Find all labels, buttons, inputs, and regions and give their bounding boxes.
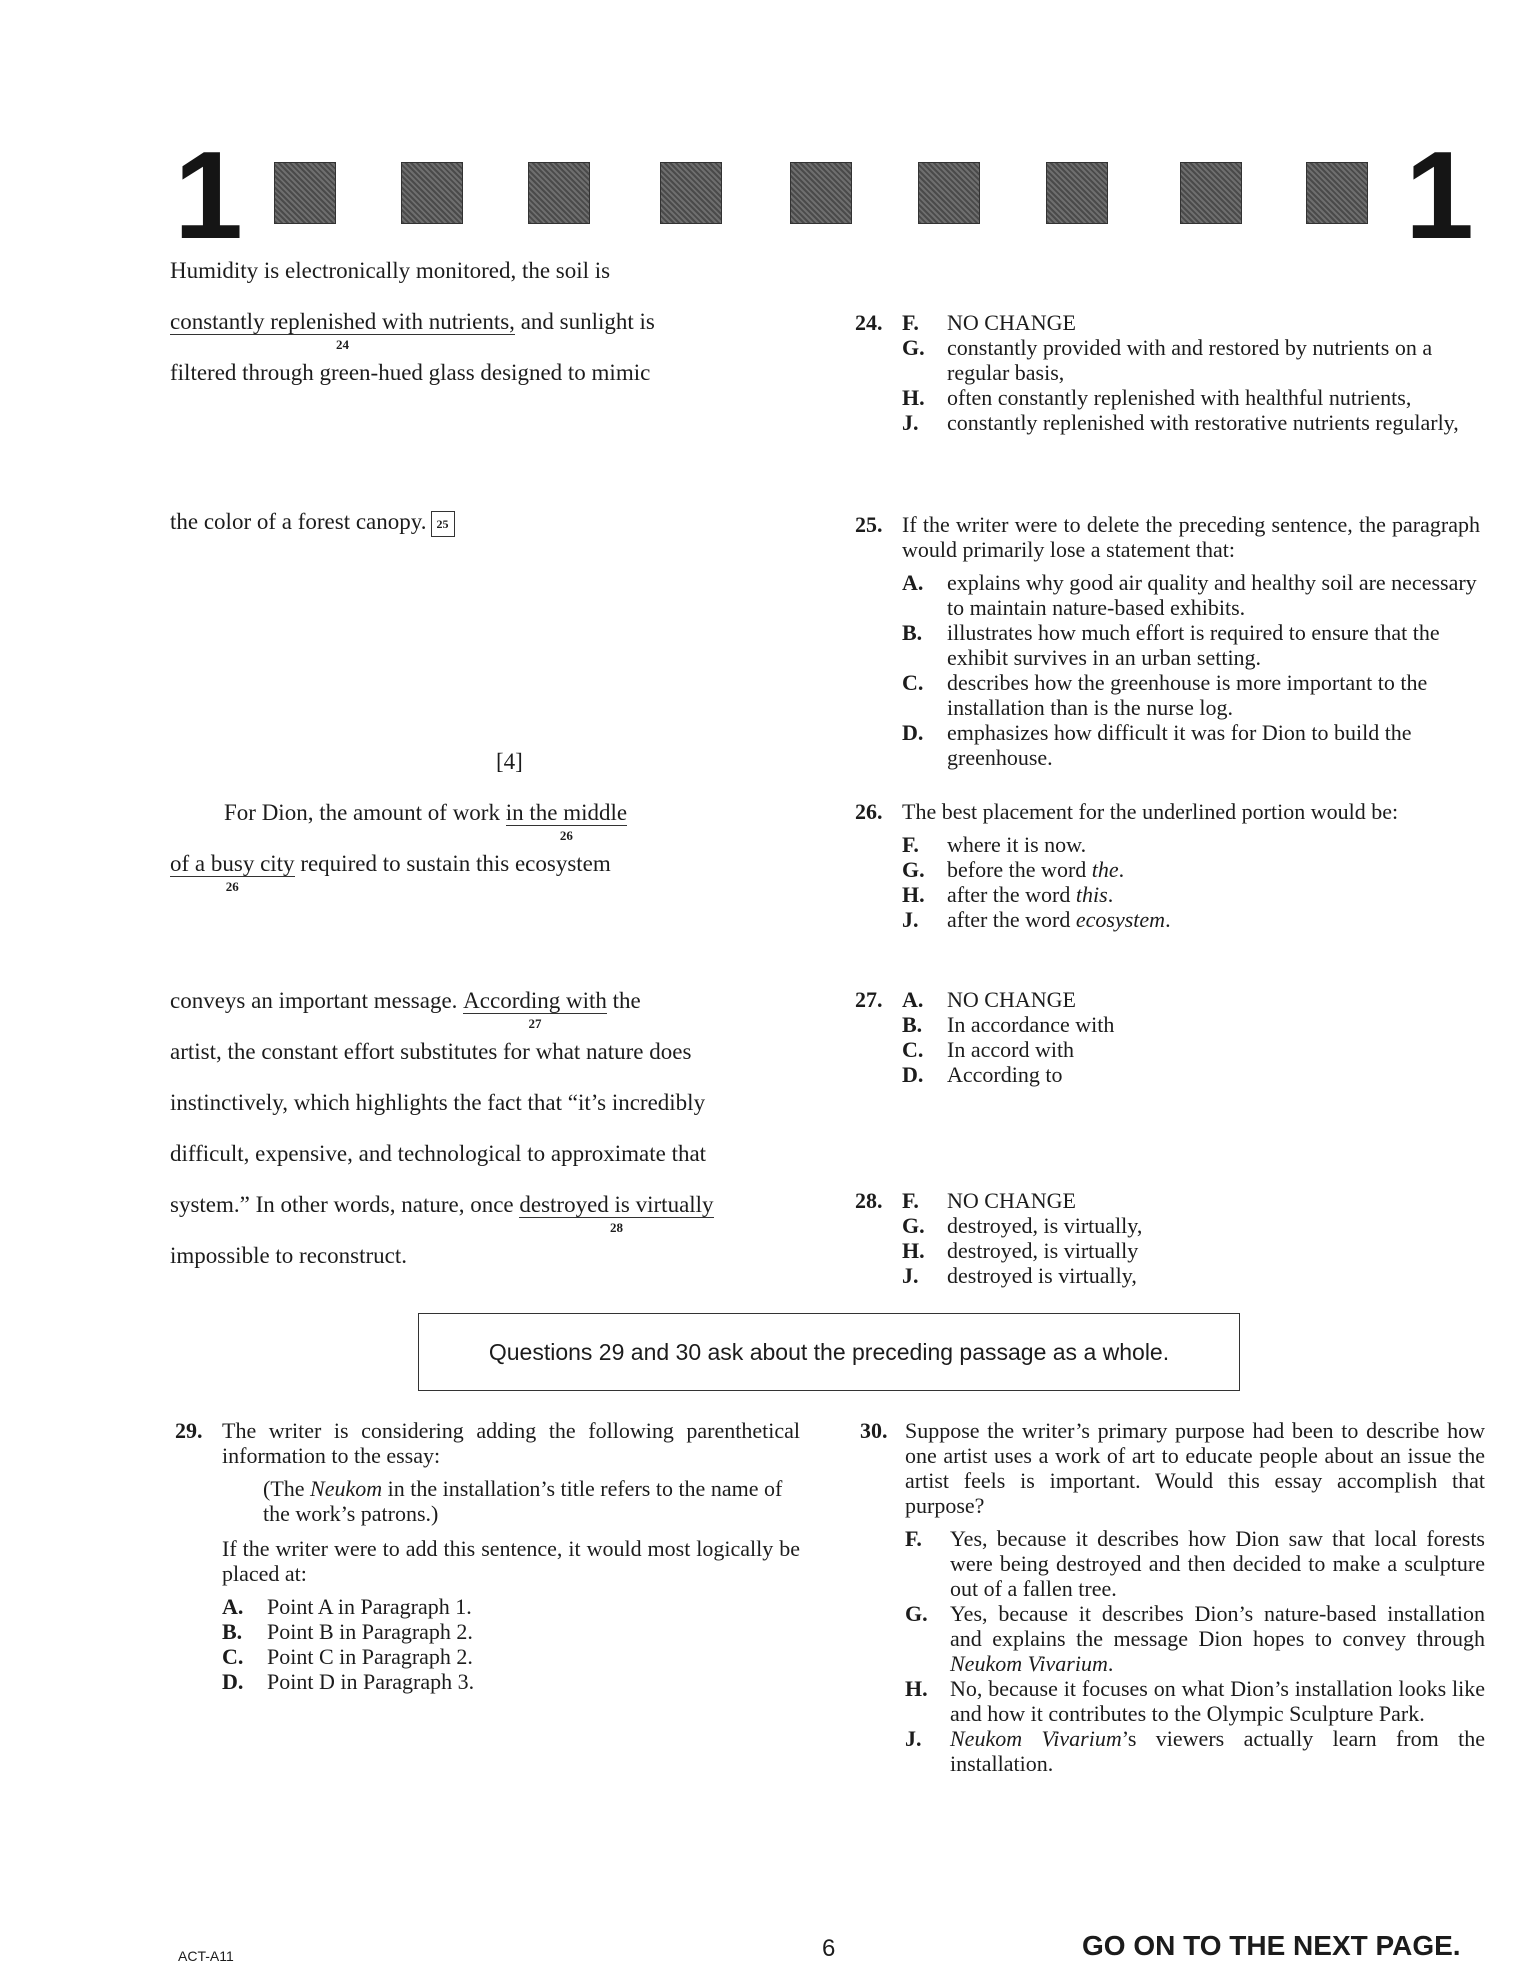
answer-option[interactable]: F. NO CHANGE [902,1188,1076,1213]
question-25 [855,512,1480,770]
underlined-portion-27[interactable]: According with 27 [463,988,607,1031]
question-marker: 27 [528,1016,542,1031]
test-code: ACT-A11 [178,1948,234,1964]
header-square [918,162,980,224]
section-number-right: 1 [1405,127,1474,265]
question-stem: Suppose the writer’s primary purpose had been to describe how one artist uses a work of art to educate people about an issue the artist feels is important. Would this essay accomplish that purpose? [905,1418,1485,1518]
answer-option[interactable]: B. In accordance with [902,1012,1115,1037]
answer-option[interactable]: A. explains why good air quality and healthy soil are necessary to maintain nature-based exhibits. [902,570,1477,620]
question-number: 27. [855,987,883,1012]
answer-option[interactable]: H. after the word this. [902,882,1114,907]
question-number: 26. [855,799,883,824]
page-number: 6 [822,1935,836,1962]
answer-option[interactable]: C. In accord with [902,1037,1075,1062]
header-square [660,162,722,224]
passage-line: artist, the constant effort substitutes for what nature does [170,1039,692,1064]
passage-line: For Dion, the amount of work in the middle 26 [224,800,628,843]
passage-line: of a busy city 26 required to sustain this ecosystem [170,851,611,894]
answer-option[interactable]: C. describes how the greenhouse is more important to the installation than is the nurse log. [902,670,1428,720]
header-square [1306,162,1368,224]
question-stem: If the writer were to add this sentence, it would most logically be placed at: [222,1536,800,1586]
answer-option[interactable]: A. Point A in Paragraph 1. [222,1594,472,1619]
question-27 [855,987,1480,1087]
answer-option[interactable]: F. NO CHANGE [902,310,1076,335]
answer-option[interactable]: H. often constantly replenished with healthful nutrients, [902,385,1412,410]
answer-option[interactable]: D. According to [902,1062,1063,1087]
header-square [790,162,852,224]
underlined-portion-28[interactable]: destroyed is virtually 28 [519,1192,714,1235]
passage-line: conveys an important message. According with 27 the [170,988,641,1031]
answer-option[interactable]: D. Point D in Paragraph 3. [222,1669,475,1694]
passage-line: filtered through green-hued glass designed to mimic [170,360,651,385]
underlined-portion-26[interactable]: of a busy city 26 [170,851,295,894]
header-square [1180,162,1242,224]
answer-option[interactable]: B. illustrates how much effort is required to ensure that the exhibit survives in an urban setting. [902,620,1440,670]
quoted-sentence: (The Neukom in the installation’s title refers to the name of the work’s patrons.) [263,1476,783,1526]
header-square [528,162,590,224]
passage-whole-notice: Questions 29 and 30 ask about the preceding passage as a whole. [418,1313,1240,1391]
answer-option[interactable]: C. Point C in Paragraph 2. [222,1644,473,1669]
passage-line: the color of a forest canopy. 25 [170,508,455,537]
answer-option[interactable]: G. destroyed, is virtually, [902,1213,1143,1238]
answer-option[interactable]: G. before the word the. [902,857,1125,882]
passage-line: Humidity is electronically monitored, the soil is [170,258,611,283]
question-number: 28. [855,1188,883,1213]
underlined-portion-24[interactable]: constantly replenished with nutrients, 24 [170,309,515,352]
passage-line: system.” In other words, nature, once destroyed is virtually 28 [170,1192,714,1235]
passage-line: difficult, expensive, and technological to approximate that [170,1141,707,1166]
passage-line: constantly replenished with nutrients, 24 and sunlight is [170,309,655,352]
paragraph-label: [4] [496,749,523,774]
question-29 [175,1418,800,1694]
question-number: 29. [175,1418,203,1443]
question-number: 25. [855,512,883,537]
question-marker: 26 [559,828,573,843]
question-stem: The best placement for the underlined portion would be: [902,799,1399,824]
header-square [1046,162,1108,224]
answer-option[interactable]: G. constantly provided with and restored by nutrients on a regular basis, [902,335,1433,385]
passage-line: impossible to reconstruct. [170,1243,407,1268]
question-stem: If the writer were to delete the preceding sentence, the paragraph would primarily lose a statement that: [902,512,1480,562]
answer-option[interactable]: A. NO CHANGE [902,987,1076,1012]
answer-option[interactable]: G. Yes, because it describes Dion’s nature-based installation and explains the message Dion hopes to convey through Neukom Vivarium. [905,1601,1485,1676]
underlined-portion-26[interactable]: in the middle 26 [505,800,628,843]
answer-option[interactable]: J. after the word ecosystem. [902,907,1171,932]
answer-option[interactable]: B. Point B in Paragraph 2. [222,1619,473,1644]
question-26 [855,799,1480,932]
answer-option[interactable]: J. constantly replenished with restorative nutrients regularly, [902,410,1459,435]
passage-line: instinctively, which highlights the fact that “it’s incredibly [170,1090,706,1115]
answer-option[interactable]: F. where it is now. [902,832,1087,857]
answer-option[interactable]: D. emphasizes how difficult it was for Dion to build the greenhouse. [902,720,1412,770]
answer-option[interactable]: F. Yes, because it describes how Dion saw that local forests were being destroyed and then decided to make a sculpture out of a fallen tree. [905,1526,1485,1601]
question-30 [860,1418,1485,1776]
question-marker: 26 [225,879,239,894]
question-marker: 24 [335,337,349,352]
answer-option[interactable]: J. destroyed is virtually, [902,1263,1137,1288]
question-number: 30. [860,1418,888,1443]
question-stem: The writer is considering adding the following parenthetical information to the essay: [222,1418,800,1468]
answer-option[interactable]: H. destroyed, is virtually [902,1238,1139,1263]
header-square [401,162,463,224]
question-box-25[interactable]: 25 [431,511,455,537]
answer-option[interactable]: J. Neukom Vivarium’s viewers actually learn from the installation. [905,1726,1485,1776]
question-24 [855,310,1480,435]
question-marker: 28 [609,1220,623,1235]
question-number: 24. [855,310,883,335]
answer-option[interactable]: H. No, because it focuses on what Dion’s installation looks like and how it contributes to the Olympic Sculpture Park. [905,1676,1485,1726]
header-square [274,162,336,224]
section-number-left: 1 [174,127,243,265]
question-28 [855,1188,1480,1288]
go-on-notice: GO ON TO THE NEXT PAGE. [1082,1930,1461,1961]
